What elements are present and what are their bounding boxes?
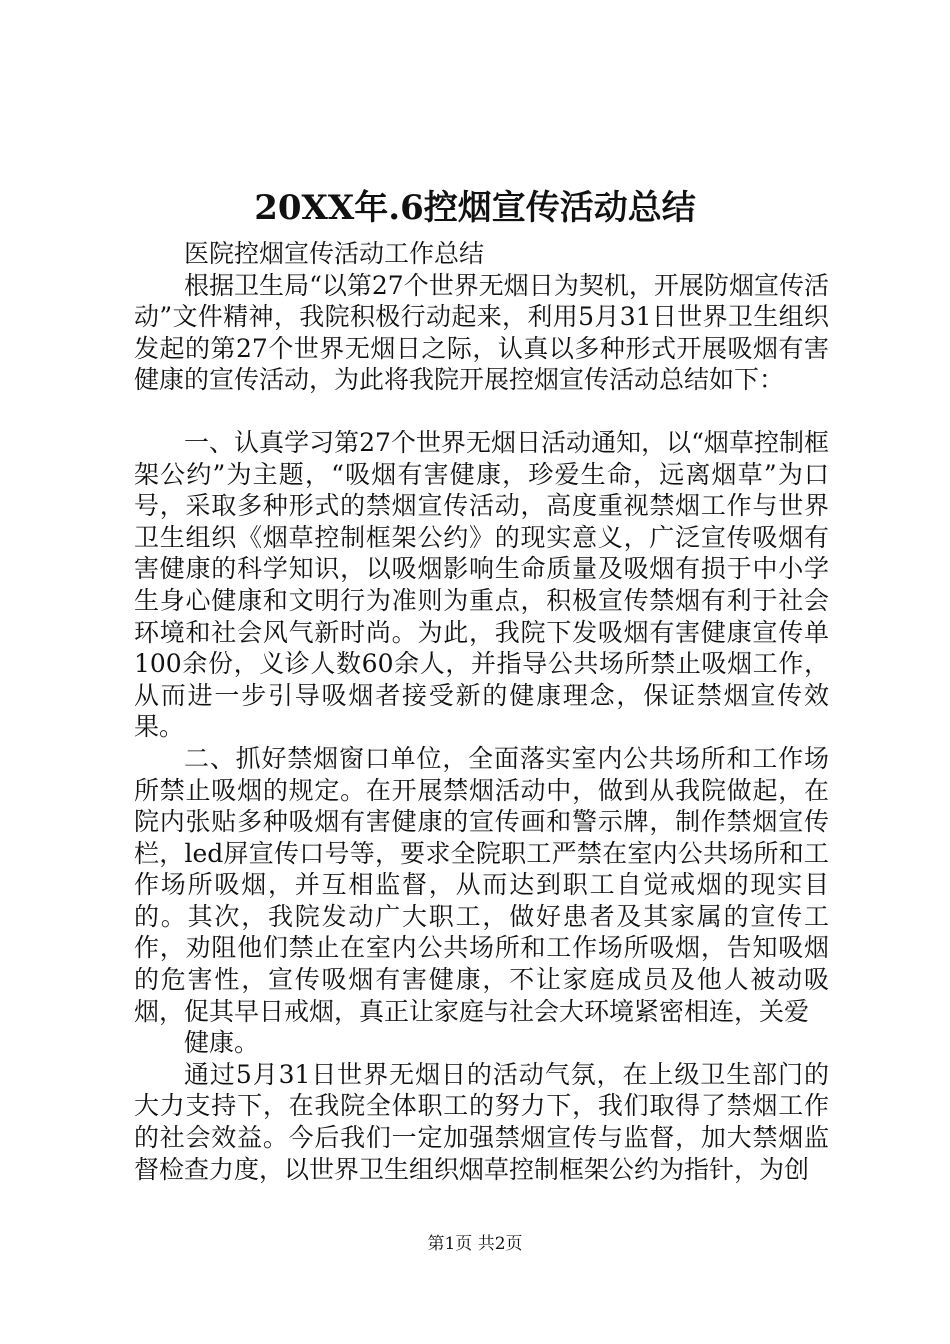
paragraph-section-1: 一、认真学习第27个世界无烟日活动通知，以“烟草控制框架公约”为主题，“吸烟有害健康，珍爱生命，远离烟草”为口号，采取多种形式的禁烟宣传活动，高度重视禁烟工作与世界卫生组织《烟草控制框架公约》的现实意义，广泛宣传吸烟有害健康的科学知识，以吸烟影响生命质量及吸烟有损于中小学生身心健康和文明行为准则为重点，积极宣传禁烟有利于社会环境和社会风气新时尚。为此，我院下发吸烟有害健康宣传单100余份，义诊人数60余人，并指导公共场所禁止吸烟工作，从而进一步引导吸烟者接受新的健康理念，保证禁烟宣传效果。 — [134, 427, 829, 742]
paragraph-conclusion: 通过5月31日世界无烟日的活动气氛，在上级卫生部门的大力支持下，在我院全体职工的努力下，我们取得了禁烟工作的社会效益。今后我们一定加强禁烟宣传与监督，加大禁烟监督检查力度，以世界卫生组织烟草控制框架公约为指针，为创 — [134, 1059, 829, 1184]
paragraph-subtitle: 医院控烟宣传活动工作总结 — [184, 239, 485, 268]
page-footer: 第1页 共2页 — [427, 1234, 523, 1254]
document-title: 20XX年.6控烟宣传活动总结 — [254, 188, 696, 228]
document-body — [134, 238, 829, 1185]
paragraph-section-2: 二、抓好禁烟窗口单位，全面落实室内公共场所和工作场所禁止吸烟的规定。在开展禁烟活动中，做到从我院做起，在院内张贴多种吸烟有害健康的宣传画和警示牌，制作禁烟宣传栏，led屏宣传口号等，要求全院职工严禁在室内公共场所和工作场所吸烟，并互相监督，从而达到职工自觉戒烟的现实目的。其次，我院发动广大职工，做好患者及其家属的宣传工作，劝阻他们禁止在室内公共场所和工作场所吸烟，告知吸烟的危害性，宣传吸烟有害健康，不让家庭成员及他人被动吸烟，促其早日戒烟，真正让家庭与社会大环境紧密相连，关爱 — [134, 743, 829, 1026]
paragraph-section-2-end: 健康。 — [184, 1028, 260, 1058]
paragraph-intro: 根据卫生局“以第27个世界无烟日为契机，开展防烟宣传活动”文件精神，我院积极行动起来，利用5月31日世界卫生组织发起的第27个世界无烟日之际，认真以多种形式开展吸烟有害健康的宣传活动，为此将我院开展控烟宣传活动总结如下： — [134, 270, 829, 395]
